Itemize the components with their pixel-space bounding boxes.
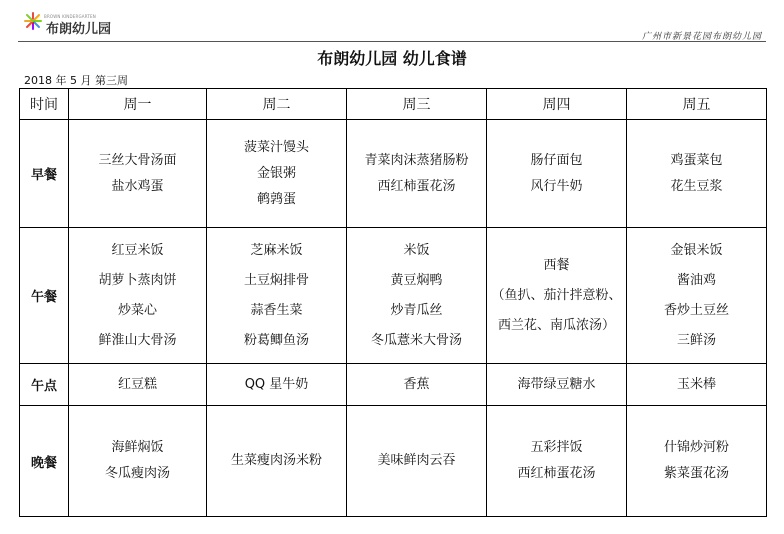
dish: 海鲜焖饭 <box>111 440 164 455</box>
meal-label-lunch: 午餐 <box>20 228 69 364</box>
dish: 冬瓜瘦肉汤 <box>104 466 170 481</box>
dish: 青菜肉沫蒸猪肠粉 <box>364 152 469 168</box>
header-monday: 周一 <box>69 89 207 120</box>
menu-cell <box>627 364 767 406</box>
dish: 紫菜蛋花汤 <box>663 466 729 481</box>
dish: QQ 星牛奶 <box>244 376 309 392</box>
menu-cell <box>627 406 767 517</box>
menu-cell <box>627 120 767 228</box>
menu-cell <box>487 364 627 406</box>
dish: 三鲜汤 <box>676 332 716 348</box>
header-tuesday: 周二 <box>207 89 347 120</box>
menu-cell <box>487 406 627 517</box>
dish: 酱油鸡 <box>676 272 716 288</box>
dish: 米饭 <box>403 242 430 258</box>
dish: 炒青瓜丝 <box>390 302 443 318</box>
dish: 冬瓜薏米大骨汤 <box>370 332 462 348</box>
dish: 粉葛鲫鱼汤 <box>243 332 309 348</box>
dish: 西红柿蛋花汤 <box>517 466 596 481</box>
sunburst-logo-icon <box>24 12 42 30</box>
dish: 西兰花、南瓜浓汤） <box>497 317 615 333</box>
dinner-row <box>20 406 767 517</box>
menu-cell <box>207 228 347 364</box>
meal-label-breakfast: 早餐 <box>20 120 69 228</box>
header-row <box>20 89 767 120</box>
menu-cell <box>487 120 627 228</box>
dish: 香蕉 <box>403 376 430 392</box>
dish: 菠菜汁馒头 <box>243 139 309 155</box>
header-divider <box>18 41 766 42</box>
menu-cell <box>207 406 347 517</box>
dish: 五彩拌饭 <box>530 440 583 455</box>
dish: 三丝大骨汤面 <box>98 152 177 168</box>
snack-row <box>20 364 767 406</box>
dish: 西红柿蛋花汤 <box>377 178 456 194</box>
dish: 胡萝卜蒸肉饼 <box>98 272 177 288</box>
dish: 花生豆浆 <box>670 178 723 194</box>
dish: 芝麻米饭 <box>250 242 303 258</box>
header-school-address: 广州市新景花园布朗幼儿园 <box>641 32 762 42</box>
dish: 蒜香生菜 <box>250 302 303 318</box>
dish: 鹌鹑蛋 <box>256 191 296 207</box>
menu-cell <box>69 406 207 517</box>
dish: 黄豆焖鸭 <box>390 272 443 288</box>
dish: 风行牛奶 <box>530 178 583 194</box>
dish: 金银粥 <box>256 165 296 181</box>
dish: 美味鲜肉云吞 <box>377 453 456 468</box>
dish: 红豆糕 <box>117 376 157 392</box>
dish: （鱼扒、茄汁拌意粉、 <box>491 287 622 303</box>
lunch-row <box>20 228 767 364</box>
dish: 炒菜心 <box>117 302 157 318</box>
dish: 肠仔面包 <box>530 152 583 168</box>
breakfast-row <box>20 120 767 228</box>
menu-cell <box>207 364 347 406</box>
header-time: 时间 <box>20 89 69 120</box>
kindergarten-logo <box>24 12 154 37</box>
dish: 红豆米饭 <box>111 242 164 258</box>
dish: 金银米饭 <box>670 242 723 258</box>
logo-small-text: BROWN KINDERGARTEN <box>44 14 96 19</box>
menu-cell <box>69 228 207 364</box>
header-friday: 周五 <box>627 89 767 120</box>
dish: 西餐 <box>543 257 570 273</box>
meal-label-snack: 午点 <box>20 364 69 406</box>
dish: 盐水鸡蛋 <box>111 178 164 194</box>
meal-label-dinner: 晚餐 <box>20 406 69 517</box>
menu-table <box>19 88 767 517</box>
dish: 玉米棒 <box>676 376 716 392</box>
menu-cell <box>347 120 487 228</box>
menu-cell <box>347 228 487 364</box>
dish: 香炒土豆丝 <box>663 302 729 318</box>
dish: 鸡蛋菜包 <box>670 152 723 168</box>
menu-cell <box>627 228 767 364</box>
menu-cell <box>347 406 487 517</box>
header-thursday: 周四 <box>487 89 627 120</box>
dish: 鲜淮山大骨汤 <box>98 332 177 348</box>
header-wednesday: 周三 <box>347 89 487 120</box>
dish: 土豆焖排骨 <box>243 272 309 288</box>
dish: 生菜瘦肉汤米粉 <box>230 453 322 468</box>
dish: 海带绿豆糖水 <box>517 376 596 392</box>
menu-cell <box>347 364 487 406</box>
menu-cell <box>69 120 207 228</box>
menu-cell <box>207 120 347 228</box>
logo-name: 布朗幼儿园 <box>46 22 112 37</box>
menu-cell <box>69 364 207 406</box>
page-title: 布朗幼儿园 幼儿食谱 <box>317 49 467 68</box>
dish: 什锦炒河粉 <box>663 440 729 455</box>
week-label: 2018 年 5 月 第三周 <box>24 74 128 87</box>
menu-cell <box>487 228 627 364</box>
